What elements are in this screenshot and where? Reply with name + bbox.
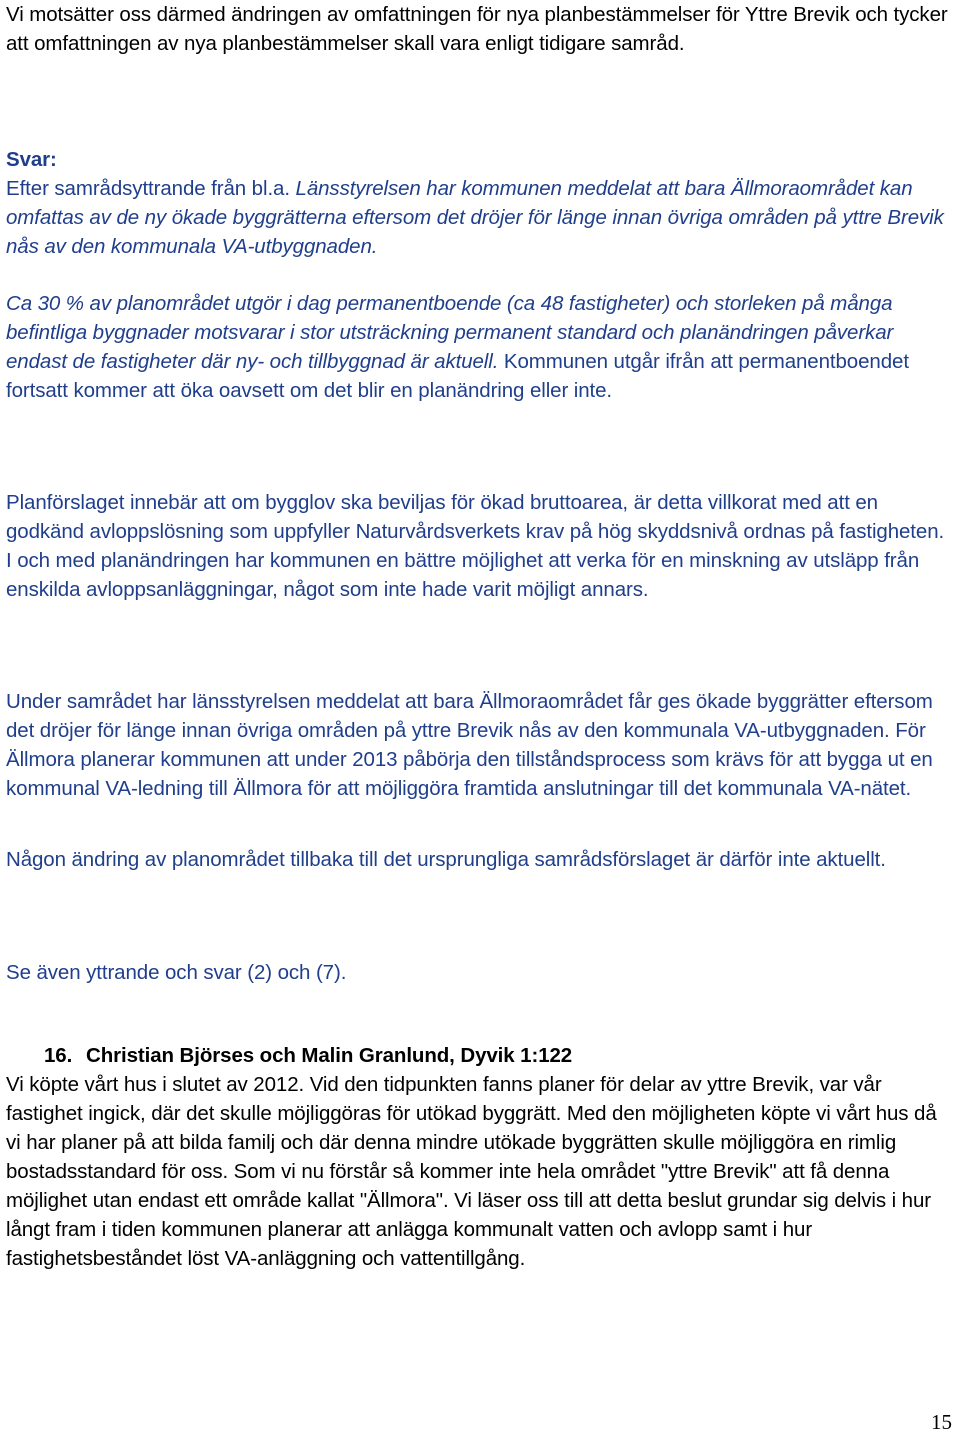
paragraph-planforslag: Planförslaget innebär att om bygglov ska beviljas för ökad bruttoarea, är detta villkorat med att en godkänd avloppslösning som uppfyller Naturvårdsverkets krav på hög skyddsnivå ordnas på fastigheten. I och med planändringen har kommunen en bättre möjlighet att verka för en minskning av utsläpp från enskilda avloppsanläggningar, något som inte hade varit möjligt annars. (6, 491, 945, 601)
paragraph-response (6, 174, 954, 261)
response-italic-text: Länsstyrelsen har kommunen meddelat att bara Ällmoraområdet kan omfattas av de ny ökade byggrätterna eftersom det dröjer för länge innan övriga områden på yttre Brevik nås av den kommunala VA-utbyggnaden. (6, 177, 944, 258)
response-plain-text: Efter samrådsyttrande från bl.a. (6, 177, 296, 200)
svar-label-text: Svar: (6, 148, 57, 171)
paragraph-nagon-andring: Någon ändring av planområdet tillbaka till det ursprungliga samrådsförslaget är därför inte aktuellt. (6, 848, 886, 871)
permanentboende-italic-text: Ca 30 % av planområdet utgör i dag permanentboende (ca 48 fastigheter) och storleken på många befintliga byggnader motsvarar i stor utsträckning permanent standard och planändringen påverkar endast de fastigheter där ny- och tillbyggnad är aktuell. (6, 292, 894, 373)
section-number: 16. (44, 1044, 73, 1067)
paragraph-intro: Vi motsätter oss därmed ändringen av omfattningen för nya planbestämmelser för Yttre Brevik och tycker att omfattningen av nya planbestämmelser skall vara enligt tidigare samråd. (6, 3, 948, 55)
paragraph-bjorses-letter: Vi köpte vårt hus i slutet av 2012. Vid den tidpunkten fanns planer för delar av yttre Brevik, var vår fastighet ingick, där det skulle möjliggöras för utökad byggrätt. Med den möjligheten köpte vi vårt hus då vi har planer på att bilda familj och där denna mindre utökade byggrätten skulle möjliggöra en rimlig bostadsstandard för oss. Som vi nu förstår så kommer inte hela området "yttre Brevik" att få denna möjlighet utan endast ett område kallat "Ällmora". Vi läser oss till att detta beslut grundar sig delvis i hur långt fram i tiden kommunen planerar att anlägga kommunalt vatten och avlopp samt i hur fastighetsbeståndet löst VA-anläggning och vattentillgång. (6, 1073, 937, 1270)
permanentboende-plain-text: Kommunen utgår ifrån att permanentboendet fortsatt kommer att öka oavsett om det blir en planändring eller inte. (6, 350, 909, 402)
paragraph-se-aven: Se även yttrande och svar (2) och (7). (6, 961, 347, 984)
section-heading (44, 1041, 572, 1070)
paragraph-permanentboende (6, 289, 954, 405)
section-title: Christian Björses och Malin Granlund, Dyvik 1:122 (86, 1044, 573, 1067)
page-number: 15 (931, 1410, 952, 1434)
paragraph-samradet: Under samrådet har länsstyrelsen meddelat att bara Ällmoraområdet får ges ökade byggrätter eftersom det dröjer för länge innan övriga områden på yttre Brevik nås av den kommunala VA-utbyggnaden. För Ällmora planerar kommunen att under 2013 påbörja den tillståndsprocess som krävs för att bygga ut en kommunal VA-ledning till Ällmora för att möjliggöra framtida anslutningar till det kommunala VA-nätet. (6, 690, 933, 800)
svar-label (6, 145, 57, 174)
document-page (6, 0, 954, 1440)
